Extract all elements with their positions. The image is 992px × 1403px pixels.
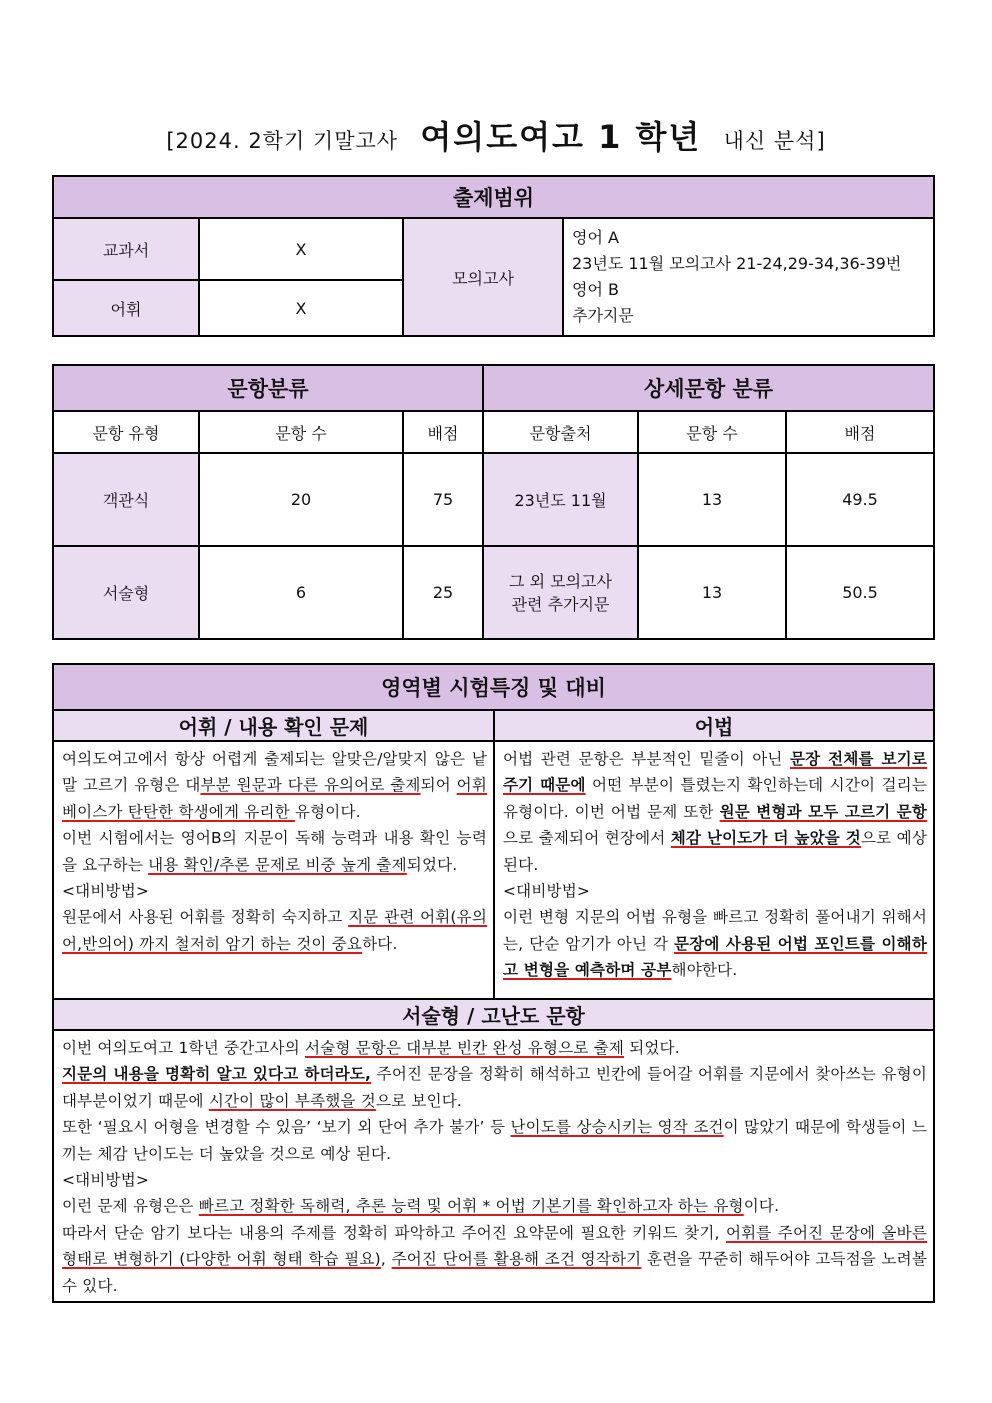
grammar-section-title: 어법 [494,710,934,741]
mock-line: 추가지문 [572,306,634,325]
scope-header: 출제범위 [53,176,934,218]
question-type: 서술형 [53,546,199,639]
title-suffix: 내신 분석] [723,129,826,153]
source-line: 23년도 11월 [514,491,607,510]
essay-section-title: 서술형 / 고난도 문항 [53,999,934,1030]
column-header: 문항 수 [199,411,403,453]
detail-header: 상세문항 분류 [483,365,934,411]
textbook-value: X [199,218,403,280]
question-source [483,546,638,639]
features-header: 영역별 시험특징 및 대비 [53,664,934,710]
paragraph: <대비방법> [62,882,150,901]
features-table [52,663,935,1303]
paragraph: <대비방법> [503,882,591,901]
paragraph: 여의도여고에서 항상 어렵게 출제되는 알맞은/알맞지 않은 낱말 고르기 유형은 대부분 원문과 다른 유의어로 출제되어 어휘 베이스가 탄탄한 학생에게 유리한 유형이다. [62,750,487,821]
textbook-label: 교과서 [53,218,199,280]
paragraph: 원문에서 사용된 어휘를 정확히 숙지하고 지문 관련 어휘(유의어,반의어) 까지 철저히 암기 하는 것이 중요하다. [62,908,488,953]
paragraph: 이런 변형 지문의 어법 유형을 빠르고 정확히 풀어내기 위해서는, 단순 암기가 아닌 각 문장에 사용된 어법 포인트를 이해하고 변형을 예측하며 공부해야한다. [503,908,928,980]
detail-score: 49.5 [786,453,934,546]
classification-table [52,364,935,640]
classification-header: 문항분류 [53,365,483,411]
question-source [483,453,638,546]
question-count: 6 [199,546,403,639]
question-type: 객관식 [53,453,199,546]
table-row [53,453,934,546]
title-main: 여의도여고 1 학년 [420,118,702,156]
scope-table [52,175,935,337]
paragraph: 이런 문제 유형은은 빠르고 정확한 독해력, 추론 능력 및 어휘 * 어법 기본기를 확인하고자 하는 유형이다. [62,1197,780,1216]
question-score: 75 [403,453,483,546]
source-line: 관련 추가지문 [511,594,610,614]
paragraph: 따라서 단순 암기 보다는 내용의 주제를 정확히 파악하고 주어진 요약문에 필요한 키워드 찾기, 어휘를 주어진 문장에 올바른 형태로 변형하기 (다양한 어휘 형태 학습 필요), 주어진 단어를 활용해 조건 영작하기 훈련을 꾸준히 해두어야 고득점을 노려볼 수 있다. [62,1223,928,1295]
paragraph: 이번 여의도여고 1학년 중간고사의 서술형 문항은 대부분 빈칸 완성 유형으로 출제 되었다. [62,1039,680,1057]
vocab-value: X [199,280,403,336]
vocab-label: 어휘 [53,280,199,336]
table-row [53,546,934,639]
mock-label: 모의고사 [403,218,563,336]
question-score: 25 [403,546,483,639]
paragraph: <대비방법> [62,1171,150,1190]
question-count: 20 [199,453,403,546]
detail-count: 13 [638,546,786,639]
column-header: 문항 유형 [53,411,199,453]
mock-details [563,218,934,336]
mock-line: 영어 A [572,228,619,247]
detail-count: 13 [638,453,786,546]
page-title [0,112,992,158]
paragraph: 또한 ‘필요시 어형을 변경할 수 있음’ ‘보기 외 단어 추가 불가’ 등 난이도를 상승시키는 영작 조건이 많았기 때문에 학생들이 느끼는 체감 난이도는 더 높았을 것으로 예상 된다. [62,1118,928,1163]
paragraph: 지문의 내용을 명확히 알고 있다고 하더라도, 주어진 문장을 정확히 해석하고 빈칸에 들어갈 어휘를 지문에서 찾아쓰는 유형이 대부분이었기 때문에 시간이 많이 부족했을 것으로 보인다. [62,1065,928,1110]
vocab-section-title: 어휘 / 내용 확인 문제 [53,710,494,741]
vocab-section-body [53,741,494,999]
essay-section-body [53,1030,934,1302]
grammar-section-body [494,741,934,999]
column-header: 배점 [403,411,483,453]
mock-line: 영어 B [572,280,619,299]
column-header: 문항 수 [638,411,786,453]
mock-line: 23년도 11월 모의고사 21-24,29-34,36-39번 [572,254,902,273]
title-prefix: [2024. 2학기 기말고사 [166,129,399,153]
column-header: 배점 [786,411,934,453]
detail-score: 50.5 [786,546,934,639]
paragraph: 어법 관련 문항은 부분적인 밑줄이 아닌 문장 전체를 보기로 주기 때문에 어떤 부분이 틀렸는지 확인하는데 시간이 걸리는 유형이다. 이번 어법 문제 또한 원문 변형과 모두 고르기 문항으로 출제되어 현장에서 체감 난이도가 더 높았을 것으로 예상 된다. [503,750,928,874]
paragraph: 이번 시험에서는 영어B의 지문이 독해 능력과 내용 확인 능력을 요구하는 내용 확인/추론 문제로 비중 높게 출제되었다. [62,829,487,874]
source-line: 그 외 모의고사 [509,571,612,591]
column-header: 문항출처 [483,411,638,453]
